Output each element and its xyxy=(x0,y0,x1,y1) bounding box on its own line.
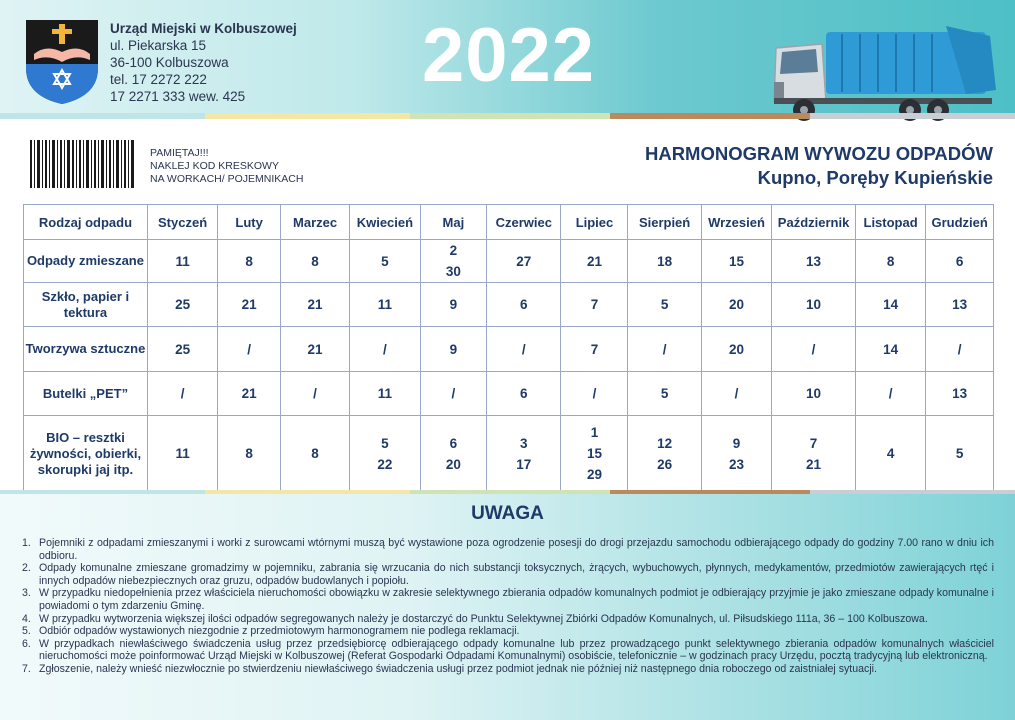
date-cell: 14 xyxy=(855,327,925,372)
stripe-segment xyxy=(0,113,205,119)
date-cell: 8 xyxy=(218,240,281,283)
town-crest-icon xyxy=(24,18,100,106)
date-cell: 5 xyxy=(350,240,421,283)
header-month: Listopad xyxy=(855,205,925,240)
stripe-segment xyxy=(810,113,1015,119)
date-cell: 8 xyxy=(280,240,349,283)
header-month: Grudzień xyxy=(926,205,994,240)
header-banner xyxy=(0,0,1015,118)
date-cell: 20 xyxy=(701,327,772,372)
barcode-reminder xyxy=(150,147,303,186)
header-month: Kwiecień xyxy=(350,205,421,240)
garbage-truck-icon xyxy=(770,18,1000,128)
date-cell: / xyxy=(855,372,925,416)
date-cell: / xyxy=(628,327,701,372)
date-cell: 7 xyxy=(561,283,628,327)
date-cell: 6 xyxy=(487,372,561,416)
header-month: Maj xyxy=(420,205,486,240)
date-cell: 7 21 xyxy=(772,416,856,492)
schedule-title xyxy=(645,143,993,189)
date-cell: 6 xyxy=(487,283,561,327)
date-cell: 4 xyxy=(855,416,925,492)
date-cell: / xyxy=(926,327,994,372)
date-cell: 21 xyxy=(561,240,628,283)
office-phone: tel. 17 2272 222 xyxy=(110,72,207,87)
date-cell: 9 xyxy=(420,327,486,372)
header-month: Marzec xyxy=(280,205,349,240)
date-cell: 5 xyxy=(628,372,701,416)
waste-type-cell: Butelki „PET” xyxy=(24,372,148,416)
date-cell: 18 xyxy=(628,240,701,283)
schedule-title-main: HARMONOGRAM WYWOZU ODPADÓW xyxy=(644,143,993,164)
header-month: Październik xyxy=(772,205,856,240)
date-cell: 14 xyxy=(855,283,925,327)
waste-type-cell: Szkło, papier i tektura xyxy=(24,283,148,327)
date-cell: 5 xyxy=(926,416,994,492)
date-cell: 13 xyxy=(926,372,994,416)
date-cell: 13 xyxy=(926,283,994,327)
date-cell: 10 xyxy=(772,283,856,327)
date-cell: 21 xyxy=(280,327,349,372)
date-cell: 12 26 xyxy=(628,416,701,492)
note-text: Pojemniki z odpadami zmieszanymi i worki z surowcami wtórnymi muszą być wystawione poza ogrodzenie posesji do drogi przejazdu samochodu odbierającego odpady do godziny 7.00 rano w dniu ich odbioru. xyxy=(39,537,994,562)
date-cell: / xyxy=(218,327,281,372)
waste-type-cell: Tworzywa sztuczne xyxy=(24,327,148,372)
note-text: W przypadkach niewłaściwego świadczenia usług przez przedsiębiorcę odbierającego odpady komunalne lub przez prowadzącego punkt selektywnego zbierania odpadów komunalnych właściciel nieruchomości może poinformować Urząd Miejski w Kolbuszowej (Referat Gospodarki Odpadami Komunalnymi) osobiście, telefonicznie – w godzinach pracy Urzędu, pocztą tradycyjną lub elektroniczną. xyxy=(39,637,994,663)
barcode-icon xyxy=(30,140,134,188)
date-cell: 3 17 xyxy=(487,416,561,492)
date-cell: 15 xyxy=(701,240,772,283)
note-item: 2. Odpady komunalne zmieszane gromadzimy w pojemniku, zabrania się wrzucania do nich substancji toksycznych, żrących, wybuchowych, płynnych, medykamentów, przedmiotów zawierających rtęć i innych odpadów niebezpiecznych oraz gruzu, odpadów budowlanych i popiołu. xyxy=(22,562,994,587)
date-cell: 11 xyxy=(147,416,217,492)
date-cell: 1 15 29 xyxy=(561,416,628,492)
date-cell: / xyxy=(487,327,561,372)
notes-heading: UWAGA xyxy=(471,503,544,524)
date-cell: 7 xyxy=(561,327,628,372)
date-cell: / xyxy=(772,327,856,372)
date-cell: 5 22 xyxy=(350,416,421,492)
note-item: 1. Pojemniki z odpadami zmieszanymi i worki z surowcami wtórnymi muszą być wystawione poza ogrodzenie posesji do drogi przejazdu samochodu odbierającego odpady do godziny 7.00 rano w dniu ich odbioru. xyxy=(22,537,994,562)
table-row xyxy=(24,240,994,283)
waste-type-cell: BIO – resztki żywności, obierki, skorupki jaj itp. xyxy=(24,416,148,492)
schedule-title-locality: Kupno, Poręby Kupieńskie xyxy=(757,167,993,188)
table-row xyxy=(24,372,994,416)
year-heading: 2022 xyxy=(422,13,596,98)
office-city: 36-100 Kolbuszowa xyxy=(110,55,229,70)
office-street: ul. Piekarska 15 xyxy=(110,38,207,53)
table-row xyxy=(24,416,994,492)
date-cell: / xyxy=(280,372,349,416)
waste-type-cell: Odpady zmieszane xyxy=(24,240,148,283)
date-cell: 27 xyxy=(487,240,561,283)
date-cell: 9 23 xyxy=(701,416,772,492)
date-cell: 21 xyxy=(218,283,281,327)
date-cell: 6 xyxy=(926,240,994,283)
stripe-segment xyxy=(410,113,610,119)
note-item: 6. W przypadkach niewłaściwego świadczenia usług przez przedsiębiorcę odbierającego odpady komunalne lub przez prowadzącego punkt selektywnego zbierania odpadów komunalnych właściciel nieruchomości może poinformować Urząd Miejski w Kolbuszowej (Referat Gospodarki Odpadami Komunalnymi) osobiście, telefonicznie – w godzinach pracy Urzędu, pocztą tradycyjną lub elektroniczną. xyxy=(22,637,994,663)
date-cell: / xyxy=(350,327,421,372)
note-item: 7. Zgłoszenie, należy wnieść niezwłocznie po stwierdzeniu niewłaściwego świadczenia usługi przez podmiot jednak nie później niż następnego dnia roboczego od zaistniałej sytuacji. xyxy=(22,662,877,675)
reminder-line-2: NAKLEJ KOD KRESKOWY xyxy=(150,160,279,172)
header-month: Wrzesień xyxy=(701,205,772,240)
date-cell: / xyxy=(561,372,628,416)
office-address xyxy=(110,20,297,105)
reminder-line-1: PAMIĘTAJ!!! xyxy=(150,147,209,159)
date-cell: 11 xyxy=(147,240,217,283)
note-item: 5. Odbiór odpadów wystawionych niezgodnie z przedmiotowym harmonogramem nie podlega reklamacji. xyxy=(22,625,520,638)
date-cell: 2 30 xyxy=(420,240,486,283)
notes-list xyxy=(22,537,994,676)
reminder-line-3: NA WORKACH/ POJEMNIKACH xyxy=(150,173,304,185)
date-cell: 6 20 xyxy=(420,416,486,492)
date-cell: 25 xyxy=(147,327,217,372)
note-text: W przypadku niedopełnienia przez właściciela nieruchomości obowiązku w zakresie selektywnego zbierania odpadów komunalnych podmiot je odbierający przyjmie je jako zmieszane odpady komunalne i powiadomi o tym zdarzeniu Gminę. xyxy=(39,587,994,612)
office-name: Urząd Miejski w Kolbuszowej xyxy=(110,21,297,36)
table-header-row xyxy=(24,205,994,240)
note-text: Odbiór odpadów wystawionych niezgodnie z przedmiotowym harmonogramem nie podlega reklamacji. xyxy=(39,625,520,638)
date-cell: 10 xyxy=(772,372,856,416)
date-cell: 8 xyxy=(280,416,349,492)
date-cell: 11 xyxy=(350,372,421,416)
stripe-segment xyxy=(610,113,810,119)
date-cell: 8 xyxy=(855,240,925,283)
note-text: Odpady komunalne zmieszane gromadzimy w pojemniku, zabrania się wrzucania do nich substancji toksycznych, żrących, wybuchowych, płynnych, medykamentów, przedmiotów zawierających rtęć i innych odpadów niebezpiecznych oraz gruzu, odpadów budowlanych i popiołu. xyxy=(39,562,994,587)
header-month: Styczeń xyxy=(147,205,217,240)
note-item: 4. W przypadku wytworzenia większej ilości odpadów segregowanych należy je dostarczyć do Punktu Selektywnej Zbiórki Odpadów Komunalnych, ul. Piłsudskiego 111a, 36 – 100 Kolbuszowa. xyxy=(22,612,928,625)
date-cell: / xyxy=(701,372,772,416)
header-month: Sierpień xyxy=(628,205,701,240)
note-text: W przypadku wytworzenia większej ilości odpadów segregowanych należy je dostarczyć do Punktu Selektywnej Zbiórki Odpadów Komunalnych, ul. Piłsudskiego 111a, 36 – 100 Kolbuszowa. xyxy=(39,612,928,625)
date-cell: 21 xyxy=(280,283,349,327)
table-row xyxy=(24,283,994,327)
date-cell: 21 xyxy=(218,372,281,416)
date-cell: 8 xyxy=(218,416,281,492)
note-item: 3. W przypadku niedopełnienia przez właściciela nieruchomości obowiązku w zakresie selektywnego zbierania odpadów komunalnych podmiot je odbierający przyjmie je jako zmieszane odpady komunalne i powiadomi o tym zdarzeniu Gminę. xyxy=(22,587,994,612)
date-cell: 25 xyxy=(147,283,217,327)
header-waste-type: Rodzaj odpadu xyxy=(24,205,148,240)
date-cell: / xyxy=(420,372,486,416)
date-cell: 9 xyxy=(420,283,486,327)
office-phone-2: 17 2271 333 wew. 425 xyxy=(110,89,246,104)
header-month: Czerwiec xyxy=(487,205,561,240)
collection-schedule-table xyxy=(23,204,994,492)
stripe-segment xyxy=(205,113,410,119)
date-cell: 11 xyxy=(350,283,421,327)
date-cell: 5 xyxy=(628,283,701,327)
header-month: Luty xyxy=(218,205,281,240)
note-text: Zgłoszenie, należy wnieść niezwłocznie po stwierdzeniu niewłaściwego świadczenia usługi przez podmiot jednak nie później niż następnego dnia roboczego od zaistniałej sytuacji. xyxy=(39,662,877,675)
date-cell: 20 xyxy=(701,283,772,327)
date-cell: 13 xyxy=(772,240,856,283)
table-row xyxy=(24,327,994,372)
date-cell: / xyxy=(147,372,217,416)
header-month: Lipiec xyxy=(561,205,628,240)
